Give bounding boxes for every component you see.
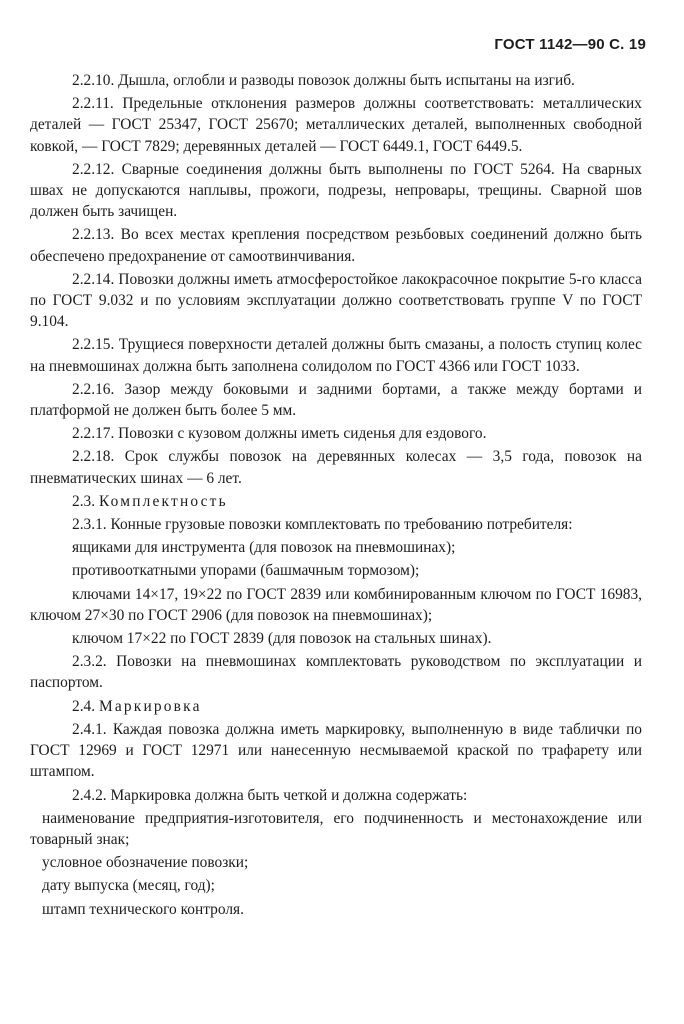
paragraph-2-2-16: 2.2.16. Зазор между боковыми и задними бортами, а также между бортами и платформой не должен быть более 5 мм. (30, 380, 642, 420)
list-item: штамп технического контроля. (42, 900, 244, 918)
paragraph-2-3-1: 2.3.1. Конные грузовые повозки комплектовать по требованию потребителя: (72, 516, 573, 534)
section-number: 2.4. (72, 697, 96, 715)
running-header: ГОСТ 1142—90 С. 19 (494, 36, 646, 53)
list-item: условное обозначение повозки; (42, 854, 249, 872)
section-number: 2.3. (72, 492, 96, 510)
paragraph-2-2-14: 2.2.14. Повозки должны иметь атмосферостойкое лакокрасочное покрытие 5-го класса по ГОСТ 9.032 и по условиям эксплуатации должно соответствовать группе V по ГОСТ 9.104. (30, 270, 642, 331)
section-title: Комплектность (98, 492, 228, 510)
section-title: Маркировка (98, 697, 202, 715)
paragraph-2-3-2: 2.3.2. Повозки на пневмошинах комплектовать руководством по эксплуатации и паспортом. (30, 653, 642, 692)
list-item: ящиками для инструмента (для повозок на пневмошинах); (72, 539, 456, 557)
list-item: наименование предприятия-изготовителя, его подчиненность и местонахождение или товарный знак; (30, 809, 642, 848)
paragraph-2-2-11: 2.2.11. Предельные отклонения размеров должны соответствовать: металлических деталей — ГОСТ 25347, ГОСТ 25670; металлических деталей, выполненных свободной ковкой, — ГОСТ 7829; деревянных деталей — ГОСТ 6449.1, ГОСТ 6449.5. (30, 95, 642, 155)
list-item: ключом 17×22 по ГОСТ 2839 (для повозок на стальных шинах). (72, 630, 492, 648)
paragraph-2-4-2: 2.4.2. Маркировка должна быть четкой и должна содержать: (72, 786, 468, 804)
section-heading-2-4 (30, 696, 642, 717)
paragraph-2-2-13: 2.2.13. Во всех местах крепления посредством резьбовых соединений должно быть обеспечено предохранение от самоотвинчивания. (30, 226, 642, 265)
paragraph-2-2-10: 2.2.10. Дышла, оглобли и разводы повозок должны быть испытаны на изгиб. (72, 72, 575, 89)
document-body (30, 70, 642, 922)
paragraph-2-4-1: 2.4.1. Каждая повозка должна иметь маркировку, выполненную в виде таблички по ГОСТ 12969 и ГОСТ 12971 или нанесенную несмываемой краской по трафарету или штампом. (30, 720, 642, 781)
paragraph-2-2-15: 2.2.15. Трущиеся поверхности деталей должны быть смазаны, а полость ступиц колес на пневмошинах должна быть заполнена солидолом по ГОСТ 4366 или ГОСТ 1033. (30, 336, 642, 375)
list-item: дату выпуска (месяц, год); (42, 877, 215, 895)
section-heading-2-3 (30, 491, 642, 512)
paragraph-2-2-12: 2.2.12. Сварные соединения должны быть выполнены по ГОСТ 5264. На сварных швах не допускаются наплывы, прожоги, подрезы, непровары, трещины. Сварной шов должен быть зачищен. (30, 160, 642, 221)
paragraph-2-2-18: 2.2.18. Срок службы повозок на деревянных колесах — 3,5 года, повозок на пневматических шинах — 6 лет. (30, 448, 642, 487)
list-item: ключами 14×17, 19×22 по ГОСТ 2839 или комбинированным ключом по ГОСТ 16983, ключом 27×30 по ГОСТ 2906 (для повозок на пневмошинах); (30, 585, 642, 624)
list-item: противооткатными упорами (башмачным тормозом); (72, 562, 420, 580)
paragraph-2-2-17: 2.2.17. Повозки с кузовом должны иметь сиденья для ездового. (72, 425, 487, 443)
